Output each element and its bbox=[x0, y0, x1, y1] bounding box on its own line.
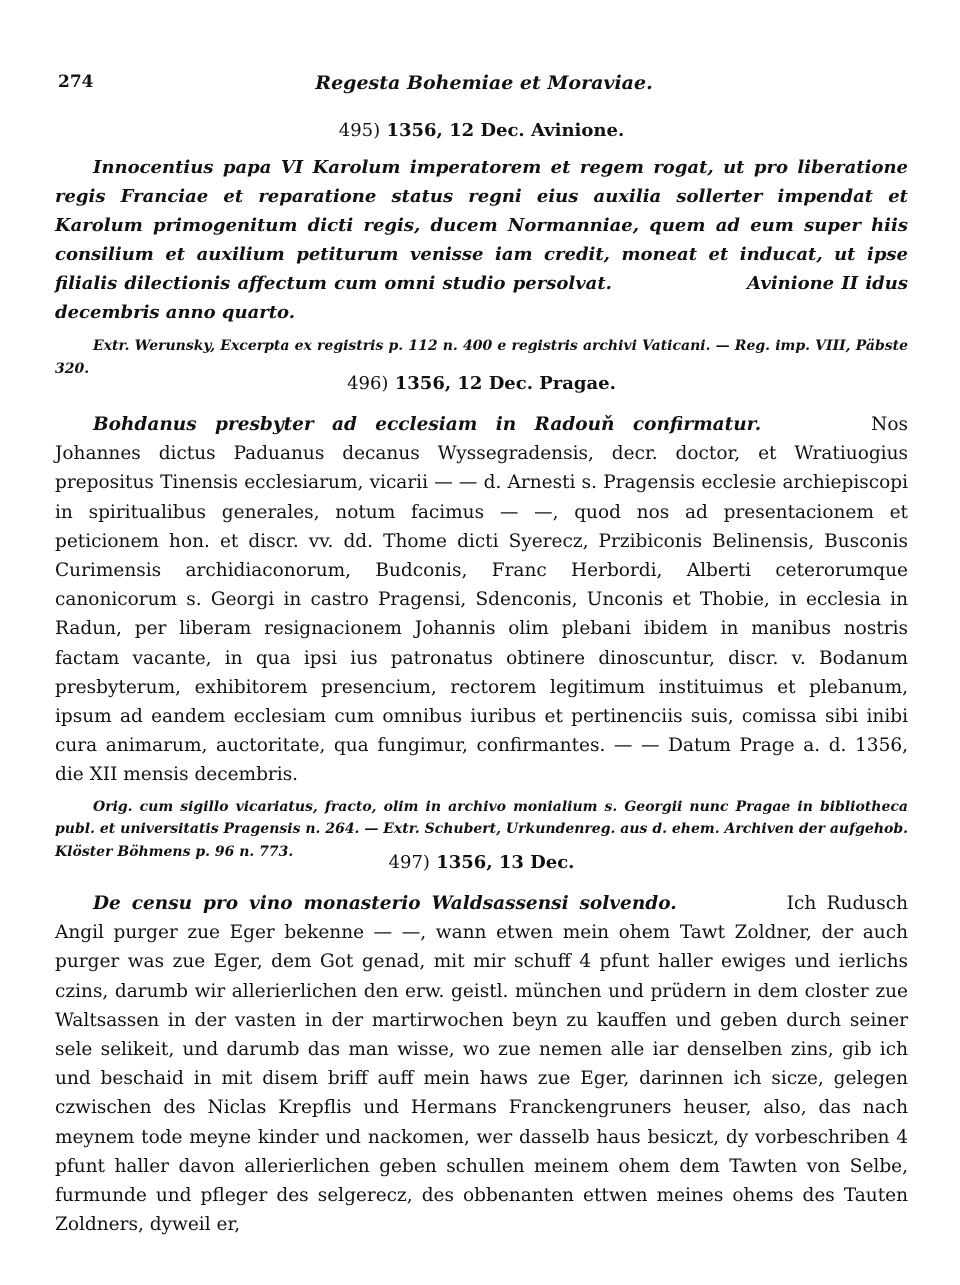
entry-body bbox=[55, 889, 908, 1239]
entry-495 bbox=[55, 120, 908, 380]
entry-number: 497) bbox=[388, 852, 430, 873]
entry-496 bbox=[55, 373, 908, 863]
entry-heading bbox=[55, 852, 908, 873]
entry-summary bbox=[55, 153, 908, 327]
entry-number: 495) bbox=[338, 120, 381, 141]
entry-lead-summary: De censu pro vino monasterio Waldsassensi solvendo. bbox=[93, 893, 677, 914]
page-header bbox=[58, 72, 910, 102]
entry-heading bbox=[55, 373, 908, 394]
entry-number: 496) bbox=[347, 373, 389, 394]
entry-lead-summary: Bohdanus presbyter ad ecclesiam in Radouň confirmatur. bbox=[93, 414, 762, 435]
entry-heading bbox=[55, 120, 908, 141]
entry-text: Ich Rudusch Angil purger zue Eger bekenne — —, wann etwen mein ohem Tawt Zoldner, der auch purger was zue Eger, dem Got genad, mit mir schuff 4 pfunt haller ewiges und ierlichs czins, darumb wir allerierlichen den erw. geistl. münchen und prüdern in dem closter zue Waltsassen in der vasten in der martirwochen beyn zu kauffen und geben durch seiner sele selikeit, und darumb das man wisse, wo zue nemen alle iar denselben zins, gib ich und beschaid in mit disem briff auff mein haws zue Eger, darinnen ich sicze, gelegen czwischen des Niclas Krepflis und Hermans Franckengruners heuser, also, das nach meynem tode meyne kinder und nackomen, wer dasselb haus besiczt, dy vorbeschriben 4 pfunt haller davon allerierlichen geben schullen meinem ohem dem Tawten von Selbe, furmunde und pfleger des selgerecz, des obbenanten ettwen meines ohems des Tauten Zoldners, dyweil er, bbox=[55, 893, 908, 1236]
entry-text: Nos Johannes dictus Paduanus decanus Wyssegradensis, decr. doctor, et Wratiuogius prepositus Tinensis ecclesiarum, vicarii — — d. Arnesti s. Pragensis ecclesie archiepiscopi in spiritualibus generales, notum facimus — —, quod nos ad presentacionem et peticionem hon. et discr. vv. dd. Thome dicti Syerecz, Przibiconis Belinensis, Busconis Curimensis archidiaconorum, Budconis, Franc Herbordi, Alberti ceterorumque canonicorum s. Georgi in castro Pragensi, Sdenconis, Unconis et Thobie, in ecclesia in Radun, per liberam resignacionem Johannis olim plebani ibidem in manibus nostris factam vacante, in qua ipsi ius patronatus obtinere dinoscuntur, discr. v. Bodanum presbyterum, exhibitorem presencium, rectorem legitimum instituimus et plebanum, ipsum ad eandem ecclesiam cum omnibus iuribus et pertinenciis suis, comissa sibi inibi cura animarum, auctoritate, qua fungimur, confirmantes. — — Datum Prage a. d. 1356, die XII mensis decembris. bbox=[55, 414, 908, 786]
summary-text: Innocentius papa VI Karolum imperatorem et regem rogat, ut pro liberatione regis Franciae et reparatione status regni eius auxilia sollerter impendat et Karolum primogenitum dicti regis, ducem Normanniae, quem ad eum super hiis consilium et auxilium petiturum venisse iam credit, moneat et inducat, ut ipse filialis dilectionis affectum cum omni studio persolvat. bbox=[55, 157, 908, 294]
entry-date-place: 1356, 13 Dec. bbox=[436, 852, 575, 873]
page-number: 274 bbox=[58, 72, 94, 92]
entry-body bbox=[55, 410, 908, 790]
entry-date-place: 1356, 12 Dec. Avinione. bbox=[386, 120, 625, 141]
summary-date-line: Avinione II idus decembris anno quarto. bbox=[55, 273, 908, 323]
running-title: Regesta Bohemiae et Moraviae. bbox=[315, 72, 653, 94]
entry-source-note: Orig. cum sigillo vicariatus, fracto, olim in archivo monialium s. Georgii nunc Pragae in bibliotheca publ. et universitatis Pragensis n. 264. — Extr. Schubert, Urkundenreg. aus d. ehem. Archiven der aufgehob. Klöster Böhmens p. 96 n. 773. bbox=[55, 798, 908, 860]
entry-date-place: 1356, 12 Dec. Pragae. bbox=[394, 373, 616, 394]
entry-source-note: Extr. Werunsky, Excerpta ex registris p. 112 n. 400 e registris archivi Vaticani. — Reg. imp. VIII, Päbste 320. bbox=[55, 338, 908, 377]
entry-497 bbox=[55, 852, 908, 1239]
